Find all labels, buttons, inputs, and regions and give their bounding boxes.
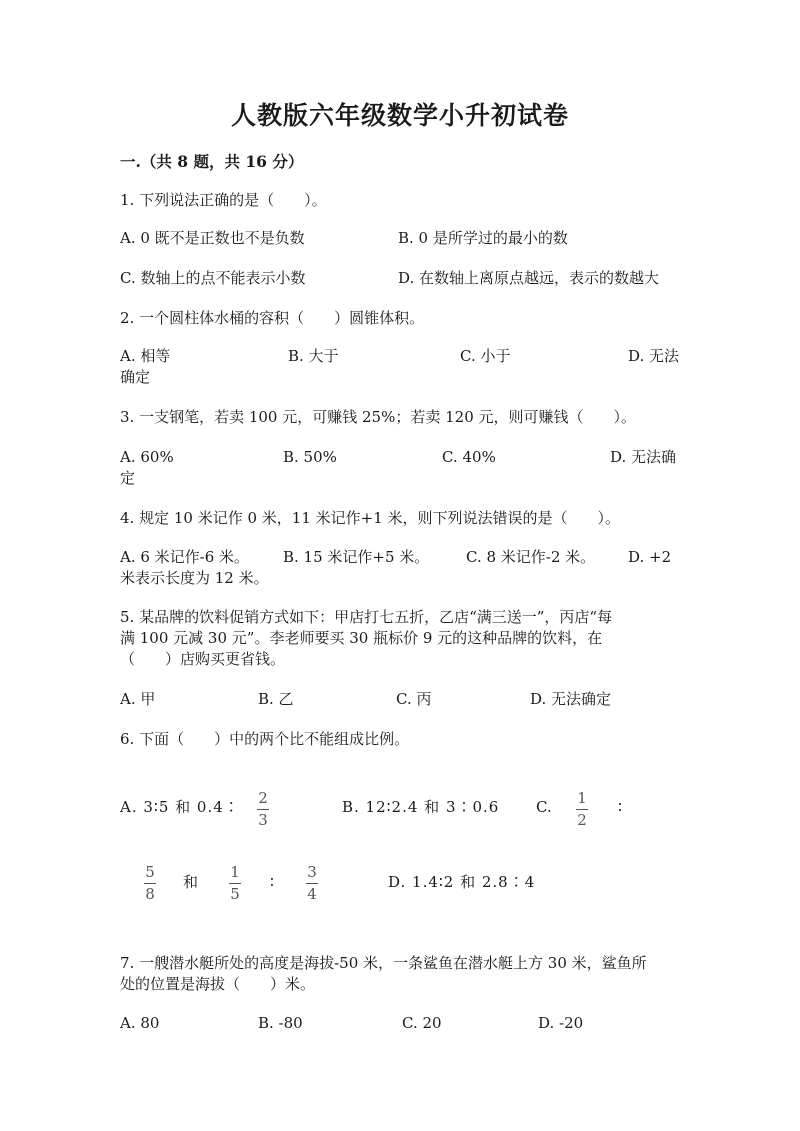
question-5-stem-line-1: 5. 某品牌的饮料促销方式如下：甲店打七五折，乙店“满三送一”，丙店“每 [120, 608, 613, 626]
q3-option-d-wrap: 定 [120, 469, 136, 487]
page-title: 人教版六年级数学小升初试卷 [230, 101, 569, 130]
q6-fraction-two-thirds: 2 3 [258, 789, 268, 829]
q6-fraction-one-fifth: 1 5 [230, 863, 240, 903]
q2-option-d: D. 无法 [628, 347, 680, 365]
q1-option-d: D. 在数轴上离原点越远，表示的数越大 [398, 269, 660, 287]
q6-option-a: A. 3∶5 和 0.4∶ [120, 798, 240, 816]
q4-option-d: D. +2 [628, 548, 672, 566]
q5-option-a: A. 甲 [120, 690, 156, 708]
q1-option-a: A. 0 既不是正数也不是负数 [120, 229, 305, 247]
q6-option-c-colon-2: ∶ [270, 873, 274, 891]
question-4-stem: 4. 规定 10 米记作 0 米，11 米记作+1 米，则下列说法错误的是（ ）。 [120, 509, 621, 527]
q2-option-d-wrap: 确定 [120, 368, 151, 386]
question-2-stem: 2. 一个圆柱体水桶的容积（ ）圆锥体积。 [120, 309, 425, 327]
q6-option-c-and: 和 [183, 873, 199, 891]
q6-option-c: C. [536, 798, 552, 816]
question-3-stem: 3. 一支钢笔，若卖 100 元，可赚钱 25%；若卖 120 元，则可赚钱（ ）。 [120, 408, 637, 426]
q6-option-b: B. 12∶2.4 和 3∶0.6 [342, 798, 500, 816]
q5-option-c: C. 丙 [396, 690, 432, 708]
q2-option-a: A. 相等 [120, 347, 171, 365]
q1-option-b: B. 0 是所学过的最小的数 [398, 229, 568, 247]
q6-fraction-one-half: 1 2 [577, 789, 587, 829]
question-1-stem: 1. 下列说法正确的是（ ）。 [120, 191, 327, 209]
q6-option-c-colon: ∶ [618, 798, 622, 816]
section-heading: 一.（共 8 题，共 16 分） [120, 152, 304, 171]
q4-option-d-wrap: 米表示长度为 12 米。 [120, 569, 269, 587]
q4-option-c: C. 8 米记作-2 米。 [466, 548, 596, 566]
q3-option-b: B. 50% [283, 448, 337, 466]
q7-option-d: D. -20 [538, 1014, 584, 1032]
question-7-stem-line-2: 处的位置是海拔（ ）米。 [120, 975, 316, 993]
q5-option-d: D. 无法确定 [530, 690, 612, 708]
q5-option-b: B. 乙 [258, 690, 294, 708]
q6-option-d: D. 1.4∶2 和 2.8∶4 [388, 873, 536, 891]
q7-option-c: C. 20 [402, 1014, 442, 1032]
q3-option-d: D. 无法确 [610, 448, 677, 466]
question-7-stem-line-1: 7. 一艘潜水艇所处的高度是海拔-50 米，一条鲨鱼在潜水艇上方 30 米，鲨鱼所 [120, 954, 647, 972]
q4-option-a: A. 6 米记作-6 米。 [120, 548, 250, 566]
q2-option-b: B. 大于 [288, 347, 339, 365]
q6-fraction-five-eighths: 5 8 [145, 863, 155, 903]
question-5-stem-line-2: 满 100 元减 30 元”。李老师要买 30 瓶标价 9 元的这种品牌的饮料，在 [120, 629, 603, 647]
q3-option-c: C. 40% [442, 448, 496, 466]
q3-option-a: A. 60% [120, 448, 174, 466]
q7-option-b: B. -80 [258, 1014, 303, 1032]
question-5-stem-line-3: （ ）店购买更省钱。 [120, 650, 286, 668]
q4-option-b: B. 15 米记作+5 米。 [283, 548, 430, 566]
q6-fraction-three-quarters: 3 4 [307, 863, 317, 903]
q1-option-c: C. 数轴上的点不能表示小数 [120, 269, 306, 287]
question-6-stem: 6. 下面（ ）中的两个比不能组成比例。 [120, 730, 410, 748]
q2-option-c: C. 小于 [460, 347, 511, 365]
q7-option-a: A. 80 [120, 1014, 160, 1032]
